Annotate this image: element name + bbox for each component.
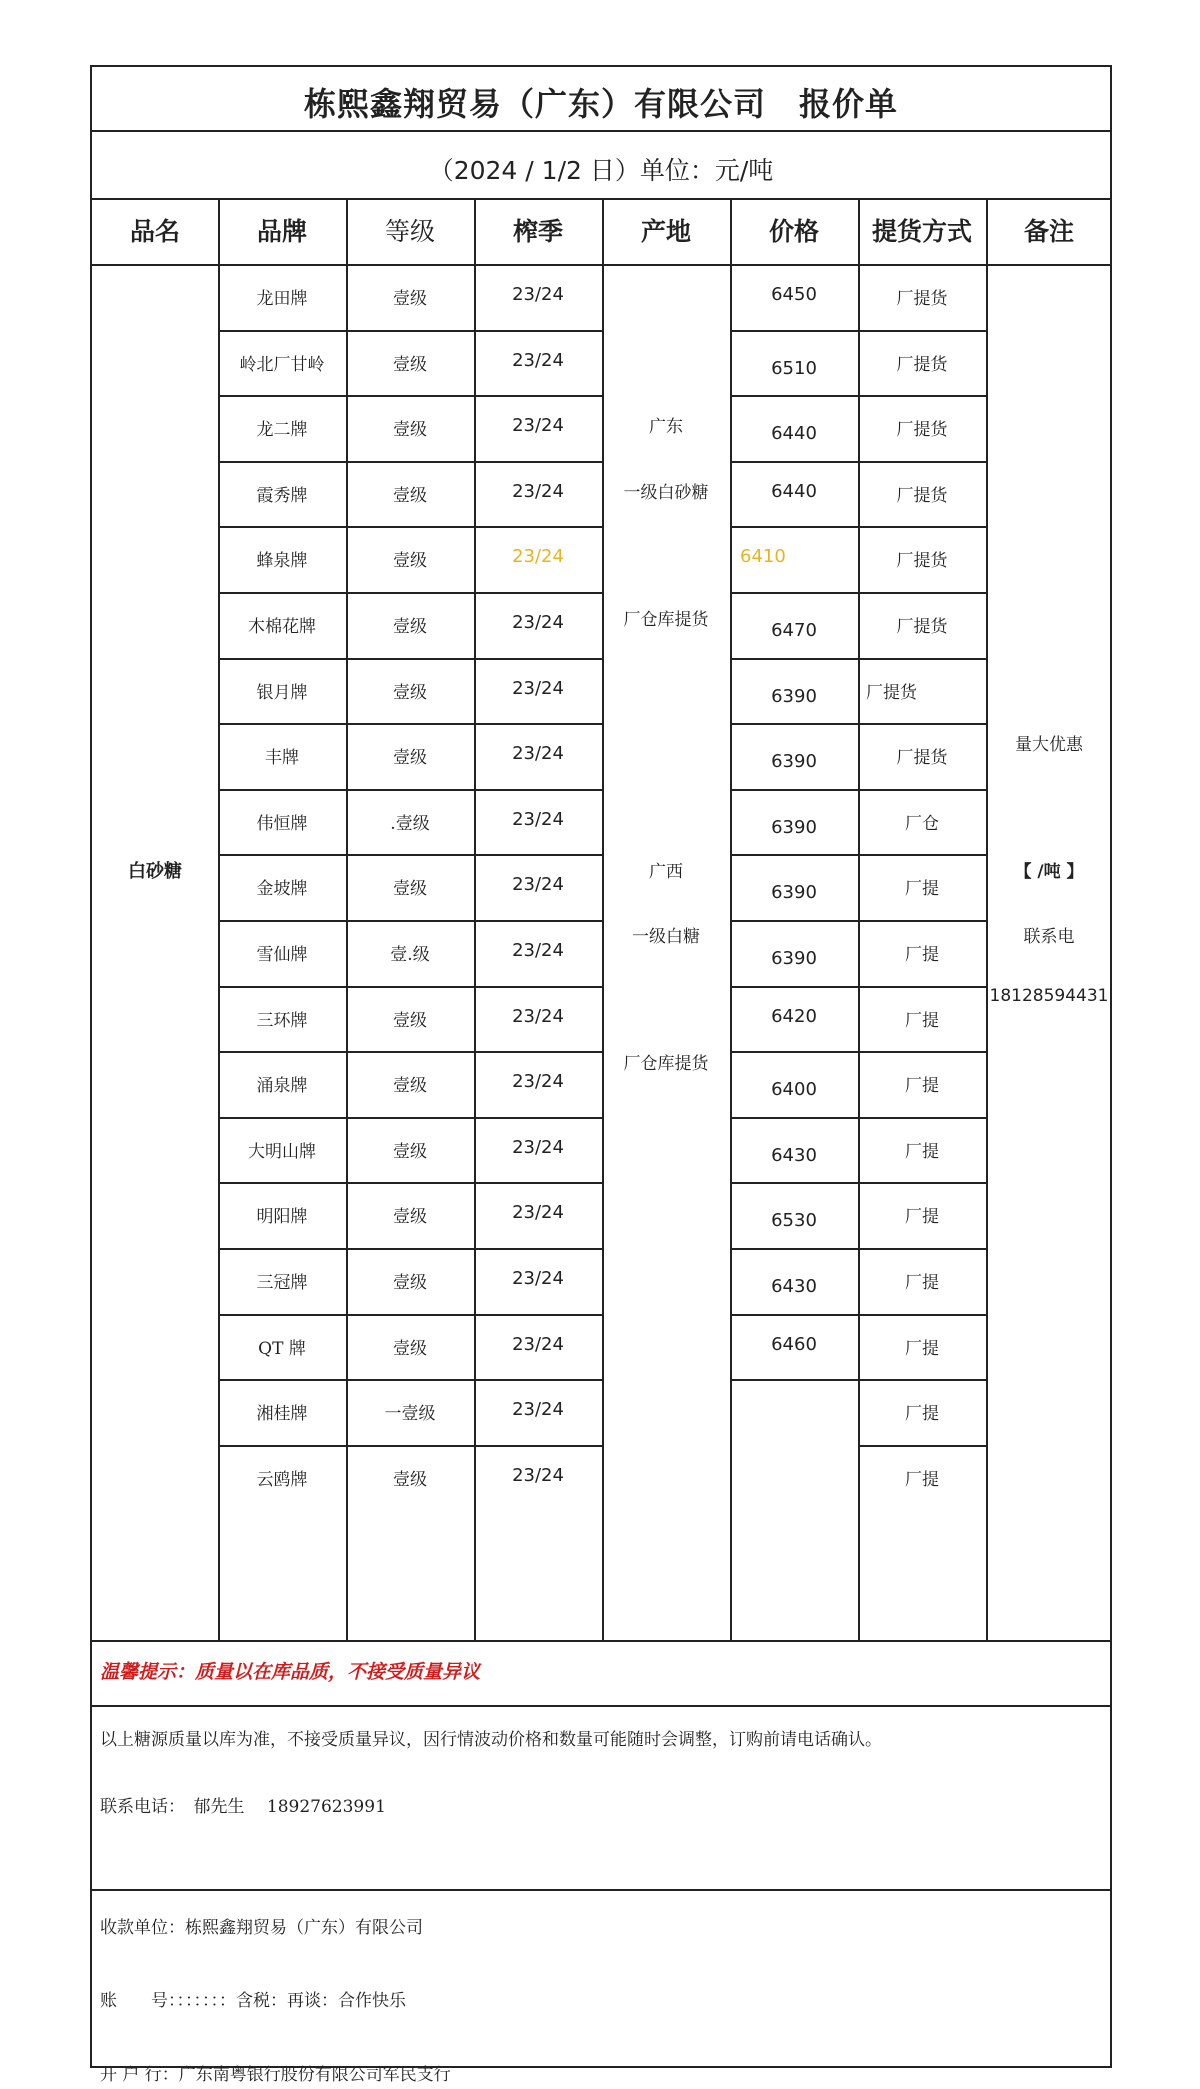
season-cell: 23/24	[512, 284, 564, 305]
column-header-product: 品名	[129, 217, 180, 246]
season-cell: 23/24	[512, 612, 564, 633]
remark-contact-label: 联系电	[1023, 927, 1075, 947]
season-cell: 23/24	[512, 1071, 564, 1092]
price-cell: 6400	[771, 1079, 817, 1100]
row-separator	[218, 1314, 602, 1316]
season-cell: 23/24	[512, 1006, 564, 1027]
row-separator	[858, 986, 986, 988]
row-separator	[858, 1248, 986, 1250]
brand-cell: 龙田牌	[256, 289, 308, 309]
brand-cell: QT 牌	[258, 1339, 306, 1359]
row-separator	[858, 789, 986, 791]
origin-gx-product: 一级白糖	[632, 927, 700, 947]
brand-cell: 木棉花牌	[248, 617, 316, 637]
row-separator	[218, 723, 602, 725]
season-cell: 23/24	[512, 1465, 564, 1486]
brand-cell: 大明山牌	[248, 1142, 316, 1162]
row-separator	[730, 1379, 858, 1381]
grade-cell: 壹级	[393, 1470, 427, 1490]
divider	[92, 1889, 1110, 1891]
pickup-cell: 厂仓	[905, 814, 939, 834]
pickup-cell: 厂提货	[896, 486, 948, 506]
payee-name: 收款单位：栋熙鑫翔贸易（广东）有限公司	[100, 1918, 423, 1938]
row-separator	[218, 1182, 602, 1184]
remark-contact-phone: 18128594431	[989, 986, 1109, 1006]
pickup-cell: 厂提货	[896, 551, 948, 571]
grade-cell: 壹级	[393, 486, 427, 506]
column-header-pickup: 提货方式	[871, 217, 972, 246]
pickup-cell: 厂提货	[896, 420, 948, 440]
column-header-season: 榨季	[512, 217, 563, 246]
row-separator	[730, 658, 858, 660]
price-cell: 6450	[771, 284, 817, 305]
row-separator	[858, 920, 986, 922]
grade-cell: 壹级	[393, 683, 427, 703]
grade-cell: 壹级	[393, 1011, 427, 1031]
bank-name: 开 户 行：广东南粤银行股份有限公司军民支行	[100, 2065, 451, 2085]
grade-cell: .壹级	[390, 814, 430, 834]
brand-cell: 丰牌	[265, 748, 299, 768]
column-line	[730, 198, 732, 1640]
pickup-cell: 厂提货	[896, 617, 948, 637]
grade-cell: 壹级	[393, 420, 427, 440]
pickup-cell: 厂提货	[866, 683, 917, 703]
season-cell: 23/24	[512, 1202, 564, 1223]
brand-cell: 伟恒牌	[256, 814, 308, 834]
grade-cell: 壹级	[393, 551, 427, 571]
row-separator	[730, 1051, 858, 1053]
row-separator	[730, 986, 858, 988]
quotation-sheet	[90, 65, 1112, 2085]
brand-cell: 岭北厂甘岭	[239, 355, 325, 375]
row-separator	[218, 920, 602, 922]
pickup-cell: 厂提货	[896, 289, 948, 309]
column-header-remarks: 备注	[1023, 217, 1074, 246]
season-cell: 23/24	[512, 940, 564, 961]
origin-gd-product: 一级白砂糖	[623, 483, 709, 503]
divider	[92, 1640, 1110, 1642]
brand-cell: 湘桂牌	[256, 1404, 308, 1424]
brand-cell: 雪仙牌	[256, 945, 308, 965]
season-cell: 23/24	[512, 1399, 564, 1420]
brand-cell: 三冠牌	[256, 1273, 308, 1293]
remark-bulk-discount: 量大优惠	[1015, 735, 1083, 755]
price-cell: 6430	[771, 1145, 817, 1166]
price-cell: 6440	[771, 481, 817, 502]
grade-cell: 壹级	[393, 879, 427, 899]
brand-cell: 明阳牌	[256, 1207, 308, 1227]
account-number: 账 号：：：：：：：含税：再谈：合作快乐	[100, 1991, 406, 2011]
price-cell: 6390	[771, 686, 817, 707]
row-separator	[730, 1117, 858, 1119]
row-separator	[730, 526, 858, 528]
row-separator	[858, 461, 986, 463]
row-separator	[218, 1248, 602, 1250]
row-separator	[218, 1379, 602, 1381]
brand-cell: 云鸥牌	[256, 1470, 308, 1490]
pickup-cell: 厂提	[905, 1339, 939, 1359]
grade-cell: 壹级	[393, 1339, 427, 1359]
row-separator	[730, 854, 858, 856]
row-separator	[858, 1314, 986, 1316]
origin-gd-pickup: 厂仓库提货	[623, 610, 709, 630]
pickup-cell: 厂提	[905, 1470, 939, 1490]
row-separator	[858, 395, 986, 397]
price-cell: 6530	[771, 1210, 817, 1231]
row-separator	[218, 592, 602, 594]
row-separator	[730, 592, 858, 594]
document-title: 栋熙鑫翔贸易（广东）有限公司 报价单	[303, 85, 898, 123]
row-separator	[218, 1051, 602, 1053]
season-cell: 23/24	[512, 1334, 564, 1355]
quality-warning: 温馨提示：质量以在库品质，不接受质量异议	[100, 1661, 481, 1683]
season-cell: 23/24	[512, 1137, 564, 1158]
row-separator	[730, 1182, 858, 1184]
row-separator	[218, 986, 602, 988]
row-separator	[730, 920, 858, 922]
divider	[92, 264, 1110, 266]
grade-cell: 壹级	[393, 289, 427, 309]
price-cell: 6390	[771, 948, 817, 969]
pickup-cell: 厂提货	[896, 355, 948, 375]
price-cell: 6430	[771, 1276, 817, 1297]
pickup-cell: 厂提	[905, 879, 939, 899]
row-separator	[730, 395, 858, 397]
pickup-cell: 厂提	[905, 1404, 939, 1424]
row-separator	[858, 1182, 986, 1184]
price-cell: 6390	[771, 751, 817, 772]
brand-cell: 涌泉牌	[256, 1076, 308, 1096]
brand-cell: 银月牌	[256, 683, 308, 703]
pickup-cell: 厂提货	[896, 748, 948, 768]
row-separator	[218, 330, 602, 332]
row-separator	[858, 1051, 986, 1053]
contact-phone: 联系电话： 郁先生 18927623991	[100, 1797, 386, 1817]
brand-cell: 龙二牌	[256, 420, 308, 440]
row-separator	[218, 1117, 602, 1119]
row-separator	[218, 658, 602, 660]
origin-gd-province: 广东	[649, 417, 683, 437]
pickup-cell: 厂提	[905, 1207, 939, 1227]
season-cell: 23/24	[512, 874, 564, 895]
column-header-price: 价格	[768, 217, 819, 246]
price-cell: 6390	[771, 817, 817, 838]
grade-cell: 壹级	[393, 1142, 427, 1162]
season-cell: 23/24	[512, 546, 564, 567]
row-separator	[858, 854, 986, 856]
brand-cell: 金坡牌	[256, 879, 308, 899]
pickup-cell: 厂提	[905, 1076, 939, 1096]
row-separator	[218, 526, 602, 528]
grade-cell: 壹级	[393, 1207, 427, 1227]
column-header-grade: 等级	[384, 217, 435, 246]
row-separator	[218, 854, 602, 856]
row-separator	[858, 1117, 986, 1119]
row-separator	[730, 789, 858, 791]
price-cell: 6410	[740, 546, 786, 567]
row-separator	[858, 658, 986, 660]
row-separator	[730, 1314, 858, 1316]
pickup-cell: 厂提	[905, 1142, 939, 1162]
row-separator	[858, 723, 986, 725]
brand-cell: 霞秀牌	[256, 486, 308, 506]
column-header-brand: 品牌	[256, 217, 307, 246]
season-cell: 23/24	[512, 481, 564, 502]
row-separator	[218, 1445, 602, 1447]
product-name: 白砂糖	[128, 861, 182, 882]
brand-cell: 三环牌	[256, 1011, 308, 1031]
row-separator	[730, 461, 858, 463]
grade-cell: 一壹级	[384, 1404, 436, 1424]
row-separator	[858, 1445, 986, 1447]
brand-cell: 蜂泉牌	[256, 551, 308, 571]
season-cell: 23/24	[512, 415, 564, 436]
row-separator	[858, 1379, 986, 1381]
row-separator	[730, 723, 858, 725]
column-line	[986, 198, 988, 1640]
remark-unit: 【 /吨 】	[1014, 862, 1084, 882]
pickup-cell: 厂提	[905, 1011, 939, 1031]
date-unit-line: （2024 / 1/2 日）单位：元/吨	[428, 156, 774, 185]
season-cell: 23/24	[512, 809, 564, 830]
price-cell: 6470	[771, 620, 817, 641]
season-cell: 23/24	[512, 678, 564, 699]
row-separator	[858, 330, 986, 332]
divider	[92, 1705, 1110, 1707]
row-separator	[858, 592, 986, 594]
pickup-cell: 厂提	[905, 1273, 939, 1293]
grade-cell: 壹级	[393, 1273, 427, 1293]
origin-gx-province: 广西	[649, 862, 683, 882]
row-separator	[730, 330, 858, 332]
notice-text: 以上糖源质量以库为准，不接受质量异议，因行情波动价格和数量可能随时会调整，订购前请电话确认。	[100, 1730, 882, 1750]
price-cell: 6390	[771, 882, 817, 903]
row-separator	[730, 1248, 858, 1250]
grade-cell: 壹级	[393, 1076, 427, 1096]
season-cell: 23/24	[512, 743, 564, 764]
row-separator	[218, 461, 602, 463]
origin-gx-pickup: 厂仓库提货	[623, 1054, 709, 1074]
row-separator	[218, 789, 602, 791]
grade-cell: 壹级	[393, 355, 427, 375]
row-separator	[858, 526, 986, 528]
price-cell: 6420	[771, 1006, 817, 1027]
column-header-origin: 产地	[640, 217, 691, 246]
price-cell: 6510	[771, 358, 817, 379]
pickup-cell: 厂提	[905, 945, 939, 965]
season-cell: 23/24	[512, 350, 564, 371]
row-separator	[218, 395, 602, 397]
grade-cell: 壹.级	[390, 945, 430, 965]
season-cell: 23/24	[512, 1268, 564, 1289]
grade-cell: 壹级	[393, 748, 427, 768]
price-cell: 6460	[771, 1334, 817, 1355]
divider	[92, 130, 1110, 132]
grade-cell: 壹级	[393, 617, 427, 637]
price-cell: 6440	[771, 423, 817, 444]
